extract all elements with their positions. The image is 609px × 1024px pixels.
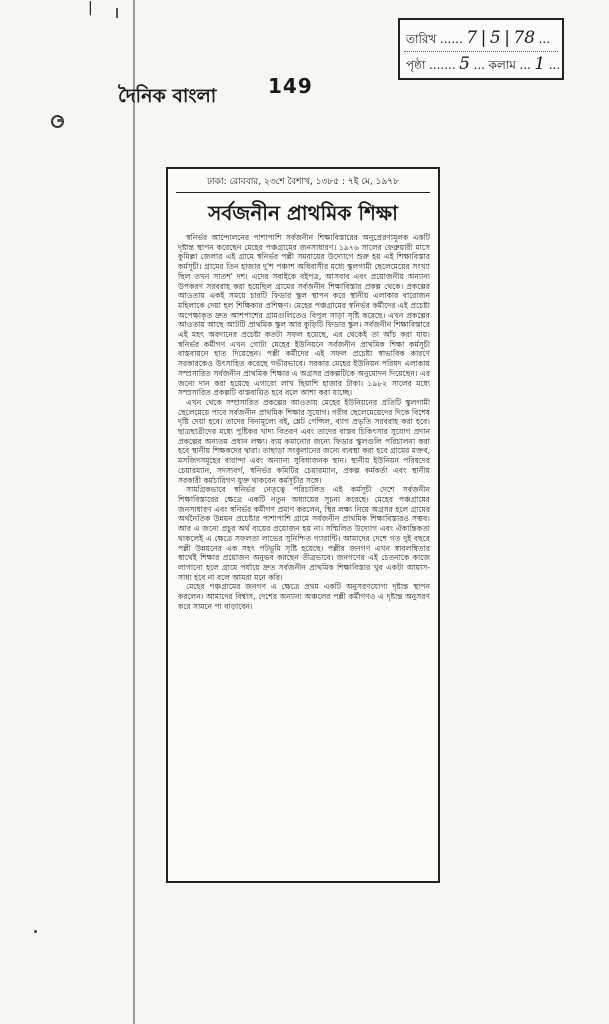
punch-mark [57, 119, 63, 122]
archive-stamp [398, 18, 564, 80]
clipping-paragraph: স্বনির্ভর আন্দোলনের পাশাপাশি সর্বজনীন শিক্ষাবিস্তারের অনুপ্রেরণামূলক একটি দৃষ্টান্ত স্থাপন করেছেন মেহের পঞ্চগ্রামের জনসাধারণ। ১৯৭৬ সালের ফেব্রুয়ারী মাসে কুমিল্লা জেলার এই গ্রামে স্বনির্ভর পল্লী সমবায়ের উদ্যোগে শুরু হয় এই শিক্ষাবিস্তার কর্মসূচী। গ্রামের তিন হাজার দু'শ পঞ্চাশ অধিবাসীর মধ্যে স্কুলগামী ছেলেমেয়ের সংখ্যা ছিল তখন সাতশ' দশ। এদের সবাইকে বইপত্র, আসবাব এবং প্রয়োজনীয় অন্যান্য উপকরণ সরবরাহ করা হয়েছিল গ্রামের সর্বজনীন শিক্ষাবিস্তার প্রকল্প থেকে। প্রকল্পের আওতায় একই সময়ে চারটি ফিডার স্কুল স্থাপন করে স্থানীয় এলাকার বারোজন মহিলাকে দেয়া হল শিক্ষিকার প্রশিক্ষণ। মেহের পঞ্চগ্রামের স্বনির্ভর কর্মীদের এই প্রচেষ্টা অপেক্ষাকৃত দ্রুত আশপাশের গ্রামগুলিতেও বিপুল সাড়া সৃষ্টি করেছে। এখন প্রকল্পের আওতায় আছে আটটি প্রাথমিক স্কুল আর কুড়িটি ফিডার স্কুল। সর্বজনীন শিক্ষাবিস্তারে এই মহৎ অবদানের প্রচেষ্টা কতটা সফল হয়েছে, এর থেকেই তা আঁচ করা যায়। স্বনির্ভর কর্মীগণ এখন গোটা মেহের ইউনিয়নে সর্বজনীন প্রাথমিক শিক্ষা কর্মসূচী বাস্তবায়নে হাত দিয়েছেন। পল্লী কর্মীদের এই সফল প্রচেষ্টা স্বাভাবিক কারণে সরকারকেও উৎসাহিত করেছে গভীরভাবে। সরকার মেহের ইউনিয়ন পরিষদ এলাকায় সম্প্রসারিত সর্বজনীন প্রাথমিক শিক্ষার এ অগ্রসর প্রকল্পটিকে অনুমোদন দিয়েছেন। এর জন্যে দান করা হয়েছে এগারো লাখ ছিয়াশি হাজার টাকা। ১৯৮২ সালের মধ্যে সম্প্রসারিত প্রকল্পটি বাস্তবায়িত হবে বলে আশা করা যাচ্ছে। [178, 233, 430, 398]
clipping-body [178, 233, 430, 611]
margin-line [133, 0, 135, 1024]
clipping-dateline: ঢাকা: রোববার, ২৩শে বৈশাখ, ১৩৮৫ : ৭ই মে, ১৯৭৮ [176, 174, 430, 193]
newspaper-clipping [166, 167, 440, 883]
stamp-date-year: 78 [513, 28, 536, 48]
clipping-paragraph: এখন থেকে সম্প্রসারিত প্রকল্পের আওতায় মেহের ইউনিয়নের প্রতিটি স্কুলগামী ছেলেমেয়ে পাবে সর্বজনীন প্রাথমিক শিক্ষার সুযোগ। গরীব ছেলেমেয়েদের দিকে বিশেষ দৃষ্টি দেয়া হবে। তাদের বিনামূল্যে বই, শ্লেট পেন্সিল, ব্যাগ প্রভৃতি সরবরাহ করা হবে। ছাত্রছাত্রীদের মধ্যে পুষ্টিকর খাদ্য বিতরণ এবং তাদের বাস্তব চিকিৎসার সুযোগ প্রদান প্রকল্পের অন্যতম প্রধান লক্ষ্য। ব্যয় কমানোর জন্যে ফিডার স্কুলগুলি পরিচালনা করা হবে স্থানীয় শিক্ষকদের দ্বারা। তাছাড়া সংকুলানের জন্যে ব্যবস্থা করা হবে গ্রামের মক্তব, মসজিদসমূহের বারান্দা এবং অন্যান্য সুবিধাজনক স্থান। স্থানীয় ইউনিয়ন পরিষদের চেয়ারম্যান, সদস্যবর্গ, স্বনির্ভর কমিটির চেয়ারম্যান, প্রকল্প কর্মকর্তা এবং স্থানীয় সরকারী কর্মচারিগণ যুক্ত থাকবেন কর্মসূচীর সঙ্গে। [178, 397, 430, 485]
stamp-date-row: তারিখ ...... 7 | 5 | 78 ... [406, 28, 551, 48]
clipping-paragraph: সামগ্রিকভাবে স্বনির্ভর নেতৃত্বে পরিচালিত এই কর্মসূচী দেশে সর্বজনীন শিক্ষাবিস্তারের ক্ষেত্রে একটি নতুন অধ্যায়ের সূচনা করেছে। মেহের পঞ্চগ্রামের জনসাধারণ এবং স্বনির্ভর কর্মীগণ প্রমাণ করলেন, স্থির লক্ষ্য নিয়ে অগ্রসর হলে গ্রামের অর্থনৈতিক উন্নয়ন প্রচেষ্টার পাশাপাশি গ্রামে সর্বজনীন প্রাথমিক শিক্ষাবিস্তারও সম্ভব। আর এ জন্যে প্রচুর অর্থ ব্যয়ের প্রয়োজন হয় না। সম্মিলিত উদ্যোগ এবং ঐকান্তিকতা থাকলেই এ ক্ষেত্রে সফলতা লাভের সুনিশ্চিত গ্যারান্টি। আমাদের দেশে গত দুই বছরে পল্লী উন্নয়নের এক সহৎ পটভূমি সৃষ্টি হয়েছে। পল্লীর জনগণ এখন স্বাবলম্বিতার স্বার্থেই শিক্ষার প্রয়োজন অনুভব করছেন তীব্রভাবে। জনগণের এই চেতনাকে কাজে লাগানো হলে গ্রামে পর্যায়ে দ্রুত সর্বজনীন প্রাথমিক শিক্ষাবিস্তার খুব একটা আয়াস-সাধ্য হবে না বলে আমরা মনে করি। [178, 485, 430, 582]
stamp-separator [404, 51, 558, 53]
stamp-page-value: 5 [459, 54, 470, 74]
stamp-column-label: কলাম [488, 58, 516, 72]
clipping-paragraph: মেহের পঞ্চগ্রামের জনগণ এ ক্ষেত্রে প্রথম একটি অনুসরণযোগ্য দৃষ্টান্ত স্থাপন করলেন। আমাদের বিশ্বাস, দেশের অন্যান্য অঞ্চলের পল্লী কর্মীগণও এ দৃষ্টান্ত অনুসরণ করে সামনে পা বাড়াবেন। [178, 582, 430, 611]
tick-mark: | [88, 0, 93, 16]
stamp-date-label: তারিখ [406, 32, 437, 46]
ink-speck [34, 930, 37, 933]
clipping-headline: সর্বজনীন প্রাথমিক শিক্ষা [208, 201, 398, 225]
stamp-date-month: 5 [489, 28, 501, 48]
stamp-date-day: 7 [466, 28, 478, 48]
stamp-page-row: পৃষ্ঠা ....... 5 ... কলাম ... 1 ... [406, 54, 561, 74]
pen-mark [116, 8, 118, 18]
newspaper-name: দৈনিক বাংলা [118, 85, 217, 107]
archive-page-number: 149 [268, 74, 313, 98]
stamp-column-value: 1 [534, 54, 546, 74]
stamp-page-label: পৃষ্ঠা [406, 58, 426, 72]
